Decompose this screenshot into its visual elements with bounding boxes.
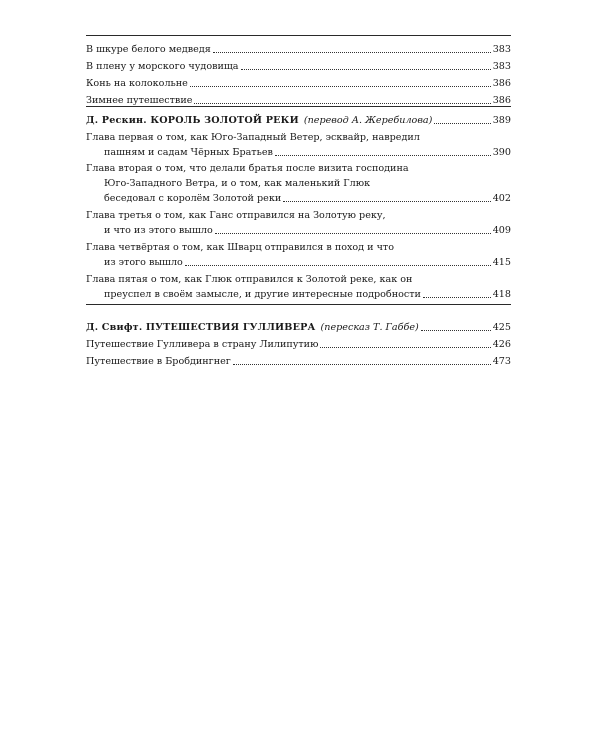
dot-leader [320, 347, 490, 348]
chapter-line[interactable] [104, 223, 511, 237]
page-number: 415 [492, 257, 511, 268]
toc-entry[interactable] [86, 42, 511, 56]
page-number: 386 [492, 78, 511, 89]
dot-leader [185, 265, 491, 266]
entry-title: Путешествие Гулливера в страну Лилипутию [86, 339, 319, 350]
section-divider [86, 35, 511, 36]
dot-leader [275, 155, 491, 156]
chapter-line[interactable] [104, 255, 511, 269]
chapter-text: и что из этого вышло [104, 225, 213, 236]
chapter-line[interactable] [104, 145, 511, 159]
chapter-text: Глава вторая о том, что делали братья после визита господина [86, 163, 409, 174]
chapter-line[interactable] [86, 240, 511, 254]
dot-leader [213, 52, 491, 53]
page-number: 418 [492, 289, 511, 300]
page-number: 402 [492, 193, 511, 204]
heading-note: (пересказ Т. Габбе) [320, 322, 419, 333]
page-number: 383 [492, 44, 511, 55]
page-number: 386 [492, 95, 511, 106]
page-number: 426 [492, 339, 511, 350]
section-divider [86, 106, 511, 107]
entry-title: Зимнее путешествие [86, 95, 193, 106]
dot-leader [421, 330, 491, 331]
heading-note: (перевод А. Жеребилова) [303, 115, 433, 126]
chapter-line[interactable] [86, 161, 511, 175]
chapter-text: Глава четвёртая о том, как Шварц отправился в поход и что [86, 242, 395, 253]
page-number: 389 [492, 115, 511, 126]
page-number: 390 [492, 147, 511, 158]
page-number: 409 [492, 225, 511, 236]
section-divider [86, 304, 511, 305]
heading-author-title: Д. Рескин. КОРОЛЬ ЗОЛОТОЙ РЕКИ [86, 115, 299, 126]
section-heading-swift[interactable] [86, 320, 511, 334]
toc-entry[interactable] [86, 337, 511, 351]
page-number: 425 [492, 322, 511, 333]
chapter-text: пашням и садам Чёрных Братьев [104, 147, 273, 158]
entry-title: Конь на колокольне [86, 78, 188, 89]
chapter-text: Глава пятая о том, как Глюк отправился к Золотой реке, как он [86, 274, 413, 285]
chapter-text: Глава третья о том, как Ганс отправился на Золотую реку, [86, 210, 386, 221]
dot-leader [283, 201, 490, 202]
dot-leader [423, 297, 491, 298]
chapter-text: Юго-Западного Ветра, и о том, как маленький Глюк [104, 178, 371, 189]
chapter-text: беседовал с королём Золотой реки [104, 193, 282, 204]
dot-leader [194, 103, 490, 104]
toc-entry[interactable] [86, 76, 511, 90]
chapter-line[interactable] [86, 208, 511, 222]
chapter-text: преуспел в своём замысле, и другие интересные подробности [104, 289, 421, 300]
chapter-text: из этого вышло [104, 257, 183, 268]
dot-leader [241, 69, 491, 70]
toc-entry[interactable] [86, 354, 511, 368]
toc-entry[interactable] [86, 59, 511, 73]
toc-entry[interactable] [86, 93, 511, 107]
chapter-line[interactable] [86, 130, 511, 144]
chapter-line[interactable] [86, 272, 511, 286]
page-number: 383 [492, 61, 511, 72]
chapter-text: Глава первая о том, как Юго-Западный Ветер, эсквайр, навредил [86, 132, 420, 143]
chapter-line[interactable] [104, 191, 511, 205]
section-heading-ruskin[interactable] [86, 113, 511, 127]
entry-title: В плену у морского чудовища [86, 61, 239, 72]
entry-title: Путешествие в Бробдингнег [86, 356, 231, 367]
entry-title: В шкуре белого медведя [86, 44, 211, 55]
page-number: 473 [492, 356, 511, 367]
dot-leader [233, 364, 491, 365]
chapter-line[interactable] [104, 176, 511, 190]
dot-leader [434, 123, 490, 124]
heading-author-title: Д. Свифт. ПУТЕШЕСТВИЯ ГУЛЛИВЕРА [86, 322, 316, 333]
dot-leader [190, 86, 491, 87]
dot-leader [215, 233, 491, 234]
chapter-line[interactable] [104, 287, 511, 301]
